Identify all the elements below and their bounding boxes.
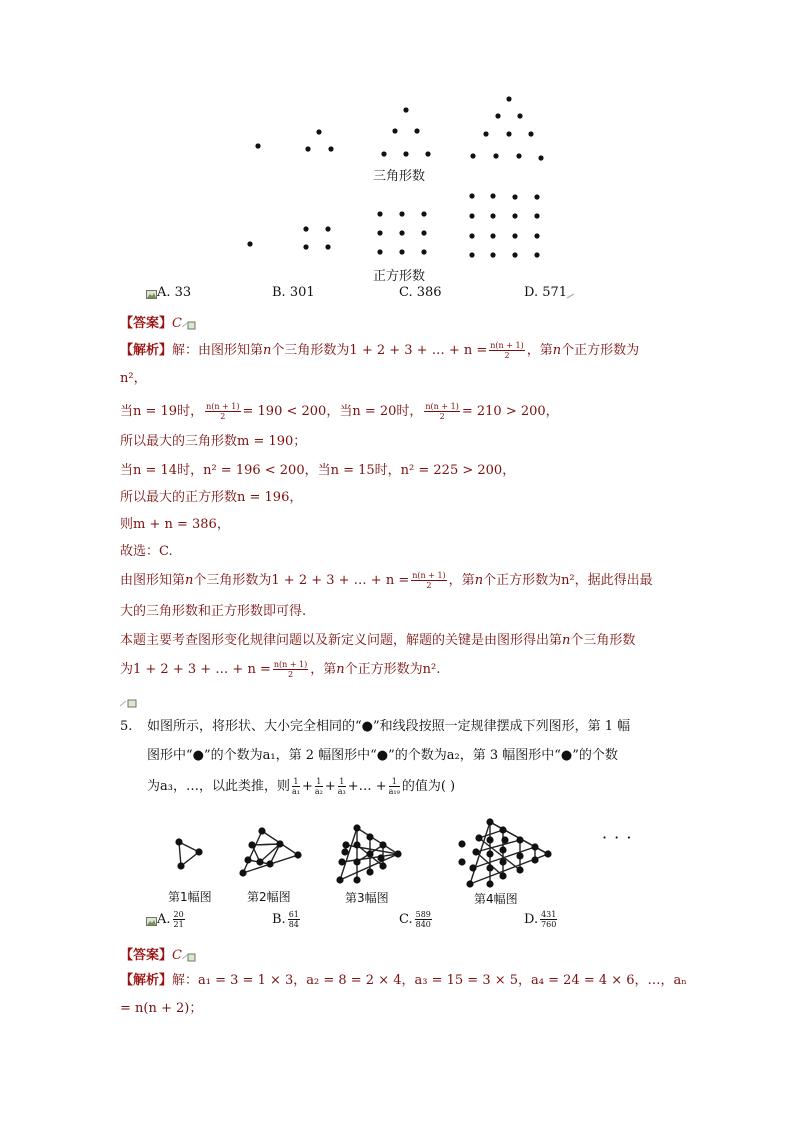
- square-dot: [490, 252, 495, 257]
- q4-analysis-line-6: 所以最大的正方形数n = 196，: [120, 490, 303, 505]
- q4-analysis-line-8: 故选：C.: [120, 544, 173, 559]
- square-dot: [469, 252, 474, 257]
- text-run: 个正方形数为: [561, 343, 640, 358]
- answer-marker-icon: [182, 319, 193, 328]
- square-dot: [490, 193, 495, 198]
- text-run: 的值为( ): [401, 779, 456, 794]
- triangle-dot: [506, 131, 511, 136]
- answer-label: 【答案】: [120, 316, 173, 331]
- analysis-label: 【解析】: [120, 973, 173, 988]
- square-dot: [534, 233, 539, 238]
- lattice-dot: [266, 860, 273, 867]
- q5-number: 5.: [120, 719, 133, 734]
- lattice-dot: [458, 840, 465, 847]
- math-var: n: [474, 573, 484, 588]
- option-label: D.: [524, 912, 539, 927]
- q4-option-a: A. 33: [157, 285, 192, 300]
- q5-fig-label-3: 第3幅图: [345, 891, 389, 905]
- fraction: $\frac{431}{760}$: [541, 910, 557, 929]
- lattice-dot: [239, 869, 246, 876]
- q5-answer-row: [120, 944, 193, 963]
- triangle-dot: [392, 128, 397, 133]
- square-dot: [490, 233, 495, 238]
- section-end-marker-icon: [120, 698, 140, 713]
- q4-analysis-line-12: [120, 660, 440, 680]
- q5-fig-label-4: 第4幅图: [474, 892, 518, 906]
- triangle-label: 三角形数: [373, 169, 426, 184]
- square-dot: [469, 213, 474, 218]
- q4-analysis-line-10: 大的三角形数和正方形数即可得.: [120, 604, 307, 619]
- text-run: ，第: [310, 662, 337, 677]
- triangle-dot: [506, 96, 511, 101]
- lattice-dot: [377, 854, 384, 861]
- lattice-dot: [341, 848, 348, 855]
- text-run: 当n = 19时，: [120, 404, 204, 419]
- square-dot: [512, 252, 517, 257]
- triangle-dot: [470, 153, 475, 158]
- q5-option-c: [399, 910, 434, 929]
- triangle-dot: [305, 146, 310, 151]
- lattice-dot: [516, 836, 523, 843]
- square-dot: [377, 249, 382, 254]
- lattice-dot: [294, 851, 301, 858]
- square-dot: [421, 211, 426, 216]
- square-dot: [377, 211, 382, 216]
- q5-figure-ellipsis: · · ·: [602, 828, 633, 847]
- triangle-dot: [328, 146, 333, 151]
- square-dot: [399, 211, 404, 216]
- square-dot: [490, 213, 495, 218]
- lattice-dot: [531, 843, 538, 850]
- square-dot: [303, 226, 308, 231]
- fraction: $\frac{n(n + 1)}{2}$: [490, 341, 524, 360]
- text-run: 为1 + 2 + 3 + … + n =: [120, 662, 271, 677]
- answer-value: C: [172, 316, 182, 331]
- q4-analysis-line-7: 则m + n = 386，: [120, 517, 230, 532]
- analysis-label: 【解析】: [120, 343, 173, 358]
- fraction: $\frac{n(n + 1)}{2}$: [412, 571, 446, 590]
- q4-option-d: D. 571: [524, 285, 568, 300]
- triangle-dot: [495, 113, 500, 118]
- lattice-dot: [516, 852, 523, 859]
- square-dot: [247, 241, 252, 246]
- lattice-dot: [342, 841, 349, 848]
- triangle-dot: [483, 131, 488, 136]
- square-dot: [303, 244, 308, 249]
- square-dot: [534, 213, 539, 218]
- square-label: 正方形数: [373, 269, 426, 284]
- text-run: 本题主要考查图形变化规律问题以及新定义问题，解题的关键是由图形得出第: [120, 633, 563, 648]
- text-run: = 190 < 200，当n = 20时，: [242, 404, 423, 419]
- square-dot: [325, 244, 330, 249]
- lattice-dot: [499, 858, 506, 865]
- q4-option-c: C. 386: [399, 285, 442, 300]
- lattice-dot: [353, 876, 360, 883]
- lattice-dot: [394, 850, 401, 857]
- fraction: $\frac{n(n + 1)}{2}$: [273, 660, 308, 679]
- lattice-dot: [258, 827, 265, 834]
- square-dot: [469, 193, 474, 198]
- triangle-dot: [381, 151, 386, 156]
- fraction: $\frac{20}{21}$: [173, 910, 184, 929]
- lattice-dot: [466, 880, 473, 887]
- answer-label: 【答案】: [120, 948, 173, 963]
- lattice-dot: [475, 834, 482, 841]
- q5-fig-label-1: 第1幅图: [168, 890, 212, 904]
- q4-analysis-line-11: [120, 631, 635, 651]
- q5-option-d: [524, 910, 559, 929]
- lattice-dot: [501, 836, 508, 843]
- square-dot: [399, 230, 404, 235]
- lattice-dot: [469, 864, 476, 871]
- fraction: $\frac{1}{\text{a₁}}$: [291, 777, 300, 796]
- q4-analysis-line-1: [120, 341, 639, 361]
- math-var: n: [336, 662, 345, 677]
- text-run: 个三角形数: [570, 633, 636, 648]
- triangle-dot: [414, 128, 419, 133]
- text-run: 个正方形数为n²，据此得出最: [483, 573, 653, 588]
- q4-option-b: B. 301: [272, 285, 315, 300]
- triangle-dot: [528, 131, 533, 136]
- triangle-dot: [517, 113, 522, 118]
- lattice-dot: [195, 848, 202, 855]
- square-dot: [325, 226, 330, 231]
- option-label: B.: [272, 912, 286, 927]
- lattice-dot: [472, 848, 479, 855]
- text-run: 解：a₁ = 3 = 1 × 3，a₂ = 8 = 2 × 4，a₃ = 15 = 3 × 5，a₄ = 24 = 4 × 6，…，aₙ: [172, 973, 687, 988]
- text-run: 个三角形数为: [271, 343, 350, 358]
- figurate-numbers-figure: [0, 0, 794, 300]
- square-dot: [512, 194, 517, 199]
- fraction: $\frac{1}{\text{a₁₉}}$: [388, 777, 400, 796]
- triangle-dot: [316, 129, 321, 134]
- answer-marker-icon: [182, 951, 193, 960]
- lattice-dot: [353, 841, 360, 848]
- q4-analysis-line-4: 所以最大的三角形数m = 190；: [120, 434, 307, 449]
- lattice-dot: [499, 872, 506, 879]
- lattice-dot: [486, 864, 493, 871]
- q4-options: [146, 285, 191, 300]
- q5-line-3: 为a₃，…，以此类推，则 $\frac{1}{\text{a₁}}$ + $\frac{1}{\text{a₂}}$ + $\frac{1}{\text{a₃}}$ +… + $\frac{1}{\text{a₁₉}}$ 的值为( ): [147, 777, 456, 796]
- q5-option-b: [272, 910, 302, 929]
- text-run: ，第: [526, 343, 553, 358]
- q4-option-d-wrap: [524, 285, 575, 300]
- text-run: ，第: [448, 573, 475, 588]
- square-dot: [421, 249, 426, 254]
- text-run: 由图形知第: [120, 573, 186, 588]
- lattice-dot: [486, 818, 493, 825]
- lattice-dot: [248, 841, 255, 848]
- triangle-dot: [425, 151, 430, 156]
- fraction: $\frac{61}{84}$: [288, 910, 299, 929]
- triangle-dot: [255, 143, 260, 148]
- option-label: C.: [399, 912, 413, 927]
- lattice-dot: [244, 856, 251, 863]
- q5-analysis-line-2: = n(n + 2)；: [120, 1001, 203, 1016]
- lattice-dot: [544, 850, 551, 857]
- square-dot: [377, 230, 382, 235]
- fraction: $\frac{1}{\text{a₂}}$: [314, 777, 323, 796]
- q4-analysis-line-9: [120, 571, 653, 591]
- text-run: 为a₃，…，以此类推，则: [147, 779, 290, 794]
- option-marker-icon: [146, 288, 157, 297]
- math-var: n: [562, 633, 571, 648]
- lattice-dot: [486, 850, 493, 857]
- q4-analysis-line-3: [120, 402, 559, 422]
- triangle-dot: [516, 153, 521, 158]
- lattice-dot: [531, 856, 538, 863]
- lattice-dot: [175, 838, 182, 845]
- option-label: A.: [157, 912, 171, 927]
- square-dot: [469, 233, 474, 238]
- fraction: $\frac{1}{\text{a₃}}$: [337, 777, 346, 796]
- square-dot: [399, 249, 404, 254]
- math-var: n: [552, 343, 562, 358]
- triangle-dot: [538, 155, 543, 160]
- triangle-dot: [403, 107, 408, 112]
- answer-value: C: [172, 948, 182, 963]
- fraction: $\frac{n(n + 1)}{2}$: [425, 402, 459, 421]
- q4-analysis-line-2: n²，: [120, 371, 147, 386]
- lattice-dot: [458, 858, 465, 865]
- lattice-dot: [353, 858, 360, 865]
- text-run: 解：由图形知第: [172, 343, 264, 358]
- square-dot: [534, 252, 539, 257]
- lattice-dot: [499, 846, 506, 853]
- math-var: n: [263, 343, 272, 358]
- lattice-dot: [256, 858, 263, 865]
- q5-analysis-line-1: [120, 971, 687, 991]
- text-run: = 210 > 200，: [461, 404, 559, 419]
- lattice-dot: [177, 862, 184, 869]
- q5-option-a: [146, 910, 187, 929]
- lattice-dot: [366, 868, 373, 875]
- lattice-dot: [366, 850, 373, 857]
- square-dot: [512, 233, 517, 238]
- square-dot: [534, 194, 539, 199]
- lattice-dot: [338, 858, 345, 865]
- math-var: n: [185, 573, 194, 588]
- q5-line-1: 如图所示，将形状、大小完全相同的“●”和线段按照一定规律摆成下列图形，第 1 幅: [147, 719, 631, 734]
- square-dot: [512, 213, 517, 218]
- lattice-dot: [516, 866, 523, 873]
- lattice-dot: [336, 876, 343, 883]
- lattice-dot: [499, 826, 506, 833]
- lattice-dot: [276, 840, 283, 847]
- lattice-dot: [486, 880, 493, 887]
- lattice-dot: [379, 862, 386, 869]
- q5-line-2: 图形中“●”的个数为a₁，第 2 幅图形中“●”的个数为a₂，第 3 幅图形中“●”的个数: [147, 748, 618, 763]
- option-marker-icon: [146, 915, 157, 924]
- edit-marker-icon: [567, 288, 575, 297]
- lattice-dot: [353, 824, 360, 831]
- triangle-dot: [403, 151, 408, 156]
- lattice-dot: [486, 836, 493, 843]
- fraction: $\frac{n(n + 1)}{2}$: [206, 402, 240, 421]
- text-run: 个正方形数为n².: [344, 662, 441, 677]
- q5-fig-label-2: 第2幅图: [247, 890, 291, 904]
- lattice-dot: [366, 833, 373, 840]
- q4-answer-row: [120, 312, 193, 331]
- text-run: 个三角形数为1 + 2 + 3 + … + n =: [193, 573, 410, 588]
- q4-analysis-line-5: 当n = 14时，n² = 196 < 200，当n = 15时，n² = 225 > 200，: [120, 463, 516, 478]
- lattice-dot: [379, 841, 386, 848]
- q5-lattice-figure: [0, 800, 794, 920]
- math-expr: 1 + 2 + 3 + … + n =: [349, 343, 488, 358]
- fraction: $\frac{589}{840}$: [415, 910, 431, 929]
- triangle-dot: [493, 153, 498, 158]
- square-dot: [421, 230, 426, 235]
